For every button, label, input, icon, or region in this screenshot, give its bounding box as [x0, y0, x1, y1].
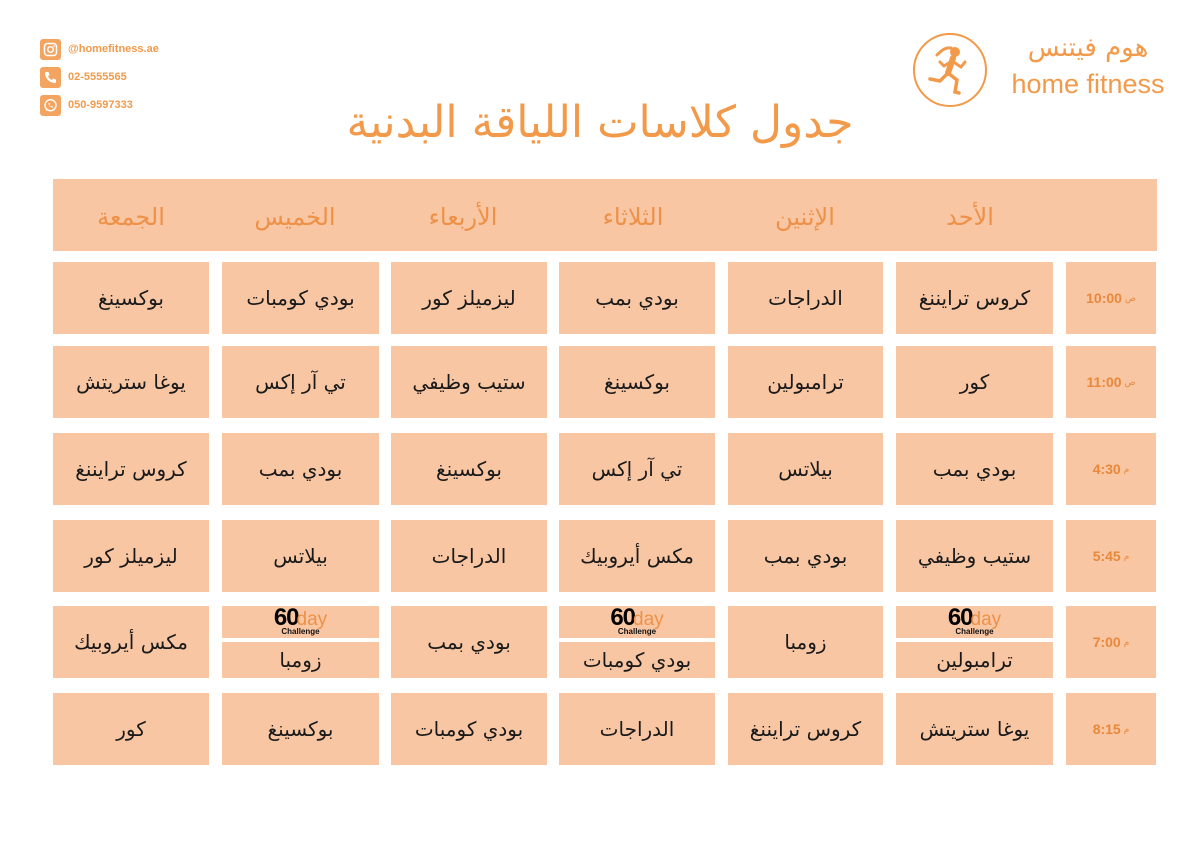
class-cell-thursday — [222, 262, 379, 334]
class-name: الدراجات — [599, 717, 675, 741]
brand-name-ar: هوم فيتنس — [1027, 33, 1149, 63]
class-cell-monday — [728, 520, 883, 592]
time-value: 4:30 — [1092, 461, 1121, 477]
time-value: 7:00 — [1092, 634, 1121, 650]
class-name: مكس أيروبيك — [580, 544, 694, 568]
brand-name-en: home fitness — [1011, 69, 1165, 99]
60-day-challenge-badge — [559, 606, 715, 638]
class-name: مكس أيروبيك — [74, 630, 188, 654]
class-cell-thursday — [222, 606, 379, 678]
class-cell-thursday — [222, 433, 379, 505]
class-name: بودي بمب — [427, 630, 511, 654]
time-value: 8:15 — [1092, 721, 1121, 737]
class-cell-sunday — [896, 520, 1053, 592]
time-slot — [1066, 262, 1156, 334]
60-day-challenge-badge — [896, 606, 1053, 638]
badge-subtitle: Challenge — [281, 627, 320, 636]
instagram-contact[interactable] — [40, 35, 159, 63]
class-name: يوغا ستريتش — [76, 370, 186, 394]
badge-word: day — [296, 609, 328, 630]
class-cell-sunday — [896, 433, 1053, 505]
class-name: بودي بمب — [595, 286, 679, 310]
badge-number: 60 — [610, 604, 636, 631]
day-friday: الجمعة — [97, 203, 165, 231]
time-slot — [1066, 606, 1156, 678]
class-cell-sunday — [896, 346, 1053, 418]
class-cell-wednesday — [391, 606, 547, 678]
class-cell-wednesday — [391, 433, 547, 505]
class-name: زومبا — [784, 630, 827, 654]
time-slot — [1066, 433, 1156, 505]
class-cell-thursday — [222, 346, 379, 418]
class-cell-monday — [728, 693, 883, 765]
class-name: كروس ترايننغ — [75, 457, 187, 481]
class-name: زومبا — [279, 648, 322, 672]
time-period: م — [1123, 723, 1130, 734]
class-name: بودي بمب — [932, 457, 1017, 481]
whatsapp-contact[interactable] — [40, 91, 159, 119]
instagram-handle: @homefitness.ae — [68, 43, 159, 55]
class-name: بوكسينغ — [267, 717, 334, 741]
class-name: تي آر إكس — [255, 370, 346, 394]
class-cell-monday — [728, 346, 883, 418]
class-name: كروس ترايننغ — [749, 717, 862, 741]
class-cell-thursday — [222, 693, 379, 765]
page-title: جدول كلاسات اللياقة البدنية — [346, 97, 854, 148]
class-cell-tuesday — [559, 520, 715, 592]
class-cell-friday — [53, 433, 209, 505]
phone-icon — [40, 67, 61, 88]
class-cell-tuesday — [559, 606, 715, 678]
day-monday: الإثنين — [775, 203, 835, 231]
time-value: 5:45 — [1092, 548, 1121, 564]
class-cell-monday — [728, 433, 883, 505]
whatsapp-number: 050-9597333 — [68, 99, 133, 111]
class-cell-sunday — [896, 693, 1053, 765]
class-name: تي آر إكس — [591, 457, 683, 481]
whatsapp-icon — [40, 95, 61, 116]
day-thursday: الخميس — [254, 203, 336, 231]
phone-number: 02-5555565 — [68, 71, 127, 83]
badge-number: 60 — [947, 604, 973, 631]
class-cell-wednesday — [391, 520, 547, 592]
class-name: الدراجات — [431, 544, 507, 568]
class-name: ترامبولين — [767, 370, 844, 394]
badge-subtitle: Challenge — [955, 627, 994, 636]
class-name: بودي كومبات — [582, 648, 692, 672]
60-day-challenge-badge — [222, 606, 379, 638]
time-period: م — [1123, 636, 1130, 647]
class-cell-wednesday — [391, 262, 547, 334]
class-name: بوكسينغ — [436, 457, 502, 481]
class-cell-friday — [53, 520, 209, 592]
class-name: ليزميلز كور — [422, 286, 516, 310]
class-label-box — [896, 642, 1053, 678]
class-cell-wednesday — [391, 693, 547, 765]
class-name: ستيب وظيفي — [917, 544, 1032, 568]
time-slot — [1066, 346, 1156, 418]
class-name: بودي كومبات — [246, 286, 355, 310]
instagram-icon — [40, 39, 61, 60]
class-label-box — [559, 642, 715, 678]
class-name: بودي بمب — [258, 457, 343, 481]
class-cell-tuesday — [559, 262, 715, 334]
badge-subtitle: Challenge — [617, 627, 657, 636]
class-name: بيلاتس — [273, 544, 328, 568]
class-cell-monday — [728, 606, 883, 678]
class-name: بوكسينغ — [98, 286, 164, 310]
contact-info — [40, 35, 159, 119]
class-cell-friday — [53, 346, 209, 418]
time-period: م — [1123, 463, 1130, 474]
class-cell-thursday — [222, 520, 379, 592]
badge-word: day — [970, 609, 1002, 630]
class-cell-monday — [728, 262, 883, 334]
class-name: بودي كومبات — [414, 717, 524, 741]
class-cell-friday — [53, 262, 209, 334]
class-cell-sunday — [896, 262, 1053, 334]
class-label-box — [222, 642, 379, 678]
class-name: بودي بمب — [763, 544, 848, 568]
day-sunday: الأحد — [946, 203, 994, 231]
class-cell-sunday — [896, 606, 1053, 678]
class-cell-tuesday — [559, 346, 715, 418]
class-name: الدراجات — [768, 286, 843, 310]
time-period: م — [1123, 550, 1130, 561]
class-name: يوغا ستريتش — [919, 717, 1030, 741]
class-cell-tuesday — [559, 693, 715, 765]
class-cell-tuesday — [559, 433, 715, 505]
class-name: بوكسينغ — [604, 370, 670, 394]
time-period: ص — [1124, 376, 1136, 387]
time-period: ص — [1124, 292, 1136, 303]
day-tuesday: الثلاثاء — [602, 203, 664, 231]
class-name: ليزميلز كور — [84, 544, 178, 568]
class-cell-friday — [53, 693, 209, 765]
day-wednesday: الأربعاء — [428, 203, 498, 231]
class-name: بيلاتس — [778, 457, 833, 481]
class-name: ترامبولين — [936, 648, 1013, 672]
time-value: 11:00 — [1086, 374, 1122, 390]
class-name: كروس ترايننغ — [918, 286, 1031, 310]
class-name: ستيب وظيفي — [412, 370, 526, 394]
badge-word: day — [633, 609, 664, 630]
time-slot — [1066, 520, 1156, 592]
class-cell-wednesday — [391, 346, 547, 418]
class-cell-friday — [53, 606, 209, 678]
time-value: 10:00 — [1086, 290, 1122, 306]
phone-contact[interactable] — [40, 63, 159, 91]
class-name: كور — [959, 370, 990, 394]
badge-number: 60 — [273, 604, 299, 631]
class-name: كور — [116, 717, 146, 741]
time-slot — [1066, 693, 1156, 765]
